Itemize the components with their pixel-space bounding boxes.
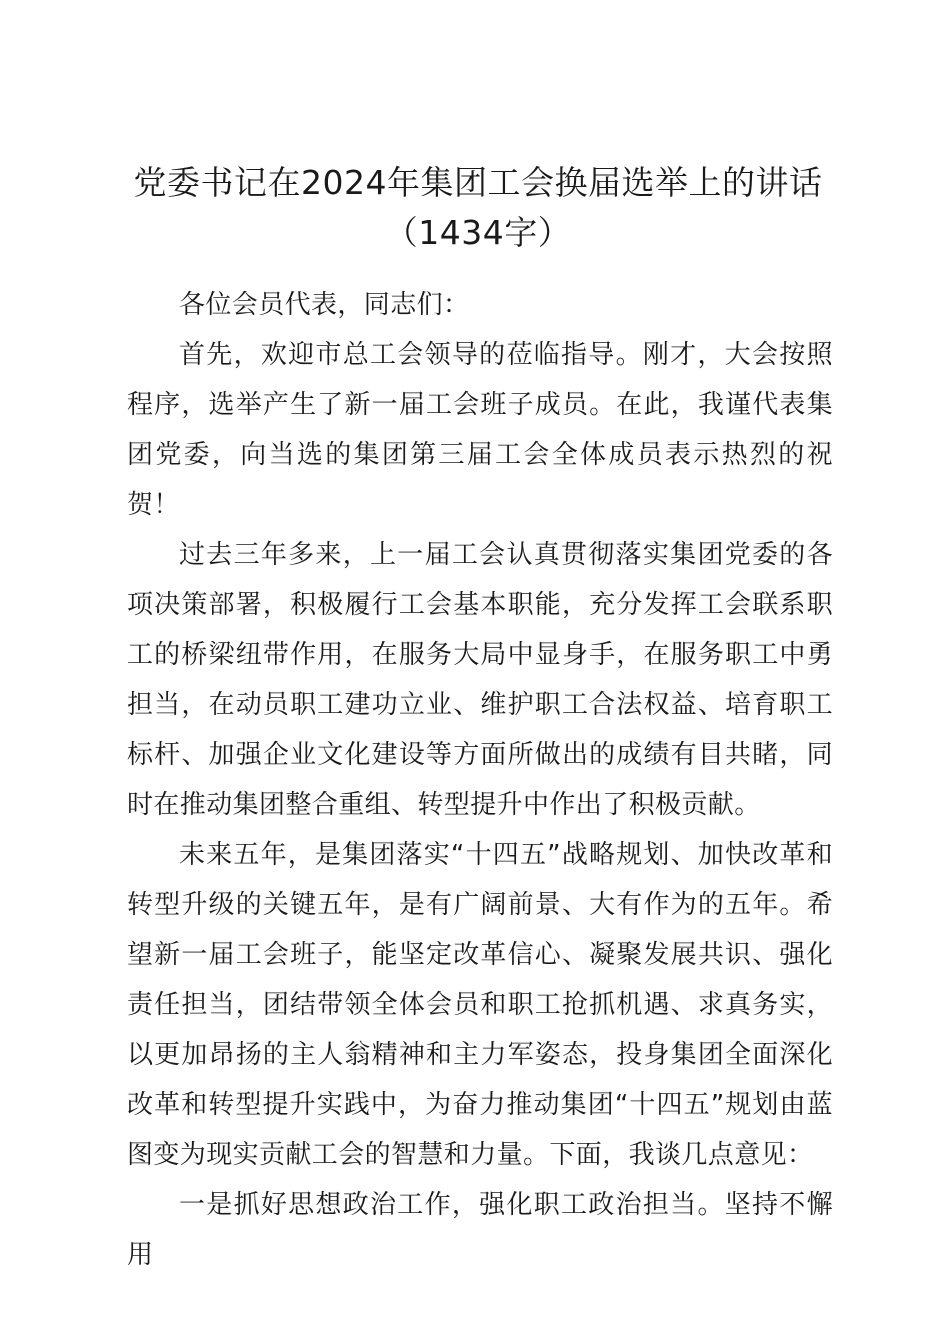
paragraph-salutation: 各位会员代表，同志们： — [179, 290, 470, 320]
paragraph-outlook: 未来五年，是集团落实“十四五”战略规划、加快改革和转型升级的关键五年，是有广阔前景、大有作为的五年。希望新一届工会班子，能坚定改革信心、凝聚发展共识、强化责任担当，团结带领全体会员和职工抢抓机遇、求真务实，以更加昂扬的主人翁精神和主力军姿态，投身集团全面深化改革和转型提升实践中，为奋力推动集团“十四五”规划由蓝图变为现实贡献工会的智慧和力量。下面，我谈几点意见： — [127, 840, 833, 1170]
paragraph-welcome: 首先，欢迎市总工会领导的莅临指导。刚才，大会按照程序，选举产生了新一届工会班子成员。在此，我谨代表集团党委，向当选的集团第三届工会全体成员表示热烈的祝贺！ — [127, 340, 833, 520]
paragraph-point-one: 一是抓好思想政治工作，强化职工政治担当。坚持不懈用 — [127, 1190, 833, 1270]
document-body — [127, 280, 833, 1280]
document-title: 党委书记在2024年集团工会换届选举上的讲话（1434字） — [133, 163, 823, 252]
paragraph-review: 过去三年多来，上一届工会认真贯彻落实集团党委的各项决策部署，积极履行工会基本职能，充分发挥工会联系职工的桥梁纽带作用，在服务大局中显身手，在服务职工中勇担当，在动员职工建功立业、维护职工合法权益、培育职工标杆、加强企业文化建设等方面所做出的成绩有目共睹，同时在推动集团整合重组、转型提升中作出了积极贡献。 — [127, 540, 833, 820]
